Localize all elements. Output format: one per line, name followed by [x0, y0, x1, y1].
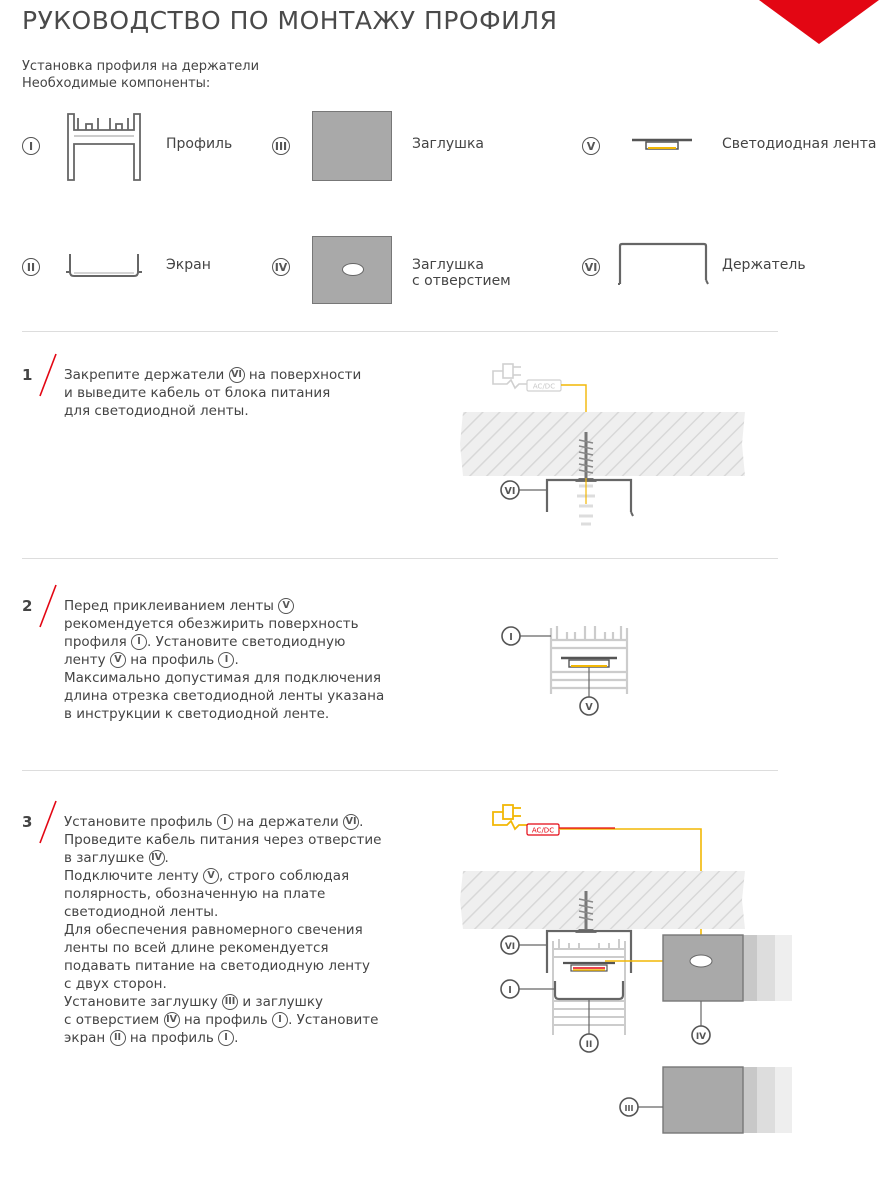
step-3-text-i: полярность, обозначенную на плате [64, 886, 326, 902]
step-1-slash [38, 352, 58, 398]
step-1-number: 1 [22, 366, 33, 384]
component-label-screen: Экран [166, 257, 211, 273]
step-3-text-v: . [234, 1030, 239, 1046]
step-3-text-u: на профиль [129, 1030, 214, 1046]
end-cap-with-hole-shape [663, 935, 743, 1001]
step-2-text-j: в инструкции к светодиодной ленте. [64, 706, 330, 722]
step-1-text-a: Закрепите держатели [64, 367, 225, 383]
divider-2 [22, 558, 778, 559]
component-label-end-cap-hole-line2: с отверстием [412, 273, 511, 289]
roman-ref-i: I [218, 1030, 234, 1046]
intro-line-2: Необходимые компоненты: [22, 76, 211, 91]
end-cap-icon [312, 111, 392, 181]
roman-ref-i: I [217, 814, 233, 830]
step-1-diagram [455, 354, 755, 539]
step-1-text [64, 366, 361, 420]
step-3-text-h: , строго соблюдая [219, 868, 350, 884]
page-title: РУКОВОДСТВО ПО МОНТАЖУ ПРОФИЛЯ [22, 6, 558, 35]
roman-ref-vi: VI [229, 367, 245, 383]
step-3-text-d: Проведите кабель питания через отверстие [64, 832, 382, 848]
end-cap-shape [663, 1067, 743, 1133]
step-3-text-t: экран [64, 1030, 106, 1046]
step-2-number: 2 [22, 597, 33, 615]
step-3-text-f: . [164, 850, 169, 866]
profile-icon [62, 110, 146, 182]
step-2-text-e: ленту [64, 652, 106, 668]
acdc-label: AC/DC [531, 826, 555, 835]
step-2-text-b: рекомендуется обезжирить поверхность [64, 616, 359, 632]
step-1-text-c: и выведите кабель от блока питания [64, 385, 331, 401]
roman-ref-i: I [131, 634, 147, 650]
step-2-text-d: . Установите светодиодную [147, 634, 346, 650]
step-3-text-c: . [359, 814, 364, 830]
intro-text [22, 58, 259, 92]
holder-icon [616, 240, 710, 286]
step-3-diagram-cap-hole-label: IV [695, 1032, 707, 1042]
step-3-text-s: . Установите [288, 1012, 379, 1028]
screen-icon [66, 250, 142, 280]
roman-ref-v: V [278, 598, 294, 614]
step-3-text-e: в заглушке [64, 850, 145, 866]
step-3-text-j: светодиодной ленты. [64, 904, 219, 920]
component-label-end-cap-hole [412, 257, 511, 289]
plug-icon [493, 805, 527, 829]
step-3-diagram-holder-label: VI [504, 942, 516, 952]
step-3-text-o: Установите заглушку [64, 994, 218, 1010]
step-1-text-b: на поверхности [248, 367, 362, 383]
ceiling-surface [460, 871, 745, 929]
intro-line-1: Установка профиля на держатели [22, 59, 260, 74]
ceiling-surface [460, 412, 745, 476]
led-strip-icon [632, 138, 692, 154]
roman-badge-iii: III [272, 137, 290, 155]
step-3-number: 3 [22, 813, 33, 831]
acdc-label: AC/DC [532, 382, 556, 391]
step-2-text-a: Перед приклеиванием ленты [64, 598, 274, 614]
component-label-end-cap-hole-line1: Заглушка [412, 257, 484, 273]
step-3-text-m: подавать питание на светодиодную ленту [64, 958, 370, 974]
step-3-diagram-cap-label: III [624, 1104, 634, 1113]
step-2-text [64, 597, 384, 723]
brand-corner-triangle [759, 0, 879, 46]
component-label-end-cap: Заглушка [412, 136, 484, 152]
hole-icon [342, 263, 364, 276]
step-2-text-f: на профиль [130, 652, 215, 668]
step-3-text-a: Установите профиль [64, 814, 213, 830]
step-2-text-g: . [234, 652, 239, 668]
step-1-diagram-holder-label: VI [504, 486, 516, 497]
step-2-diagram-profile-label: I [509, 632, 513, 643]
divider-3 [22, 770, 778, 771]
roman-ref-iv: IV [149, 850, 165, 866]
screen-shape [555, 981, 623, 999]
step-3-text-l: ленты по всей длине рекомендуется [64, 940, 329, 956]
roman-badge-v: V [582, 137, 600, 155]
component-label-holder: Держатель [722, 257, 806, 273]
step-3-text-k: Для обеспечения равномерного свечения [64, 922, 363, 938]
roman-badge-ii: II [22, 258, 40, 276]
step-2-slash [38, 583, 58, 629]
roman-ref-iv: IV [164, 1012, 180, 1028]
step-3-text-b: на держатели [237, 814, 339, 830]
step-3-slash [38, 799, 58, 845]
roman-ref-iii: III [222, 994, 238, 1010]
roman-ref-vi: VI [343, 814, 359, 830]
step-3-diagram-profile-label: I [508, 985, 512, 996]
step-2-diagram [495, 618, 635, 718]
step-3-text-r: на профиль [183, 1012, 268, 1028]
roman-ref-ii: II [110, 1030, 126, 1046]
step-2-text-c: профиля [64, 634, 127, 650]
roman-badge-i: I [22, 137, 40, 155]
step-3-text-p: и заглушку [242, 994, 324, 1010]
roman-ref-i: I [272, 1012, 288, 1028]
roman-badge-iv: IV [272, 258, 290, 276]
plug-icon [493, 364, 527, 388]
step-2-text-h: Максимально допустимая для подключения [64, 670, 381, 686]
step-3-text-g: Подключите ленту [64, 868, 199, 884]
roman-ref-i: I [218, 652, 234, 668]
component-label-led-strip: Светодиодная лента [722, 136, 877, 152]
step-3-text-n: с двух сторон. [64, 976, 167, 992]
step-2-text-i: длина отрезка светодиодной ленты указана [64, 688, 385, 704]
step-3-text-q: с отверстием [64, 1012, 160, 1028]
end-cap-with-hole-icon [312, 236, 392, 304]
step-1-text-d: для светодиодной ленты. [64, 403, 249, 419]
step-3-diagram [455, 795, 800, 1140]
step-2-diagram-strip-label: V [585, 702, 593, 713]
step-3-diagram-screen-label: II [585, 1040, 593, 1050]
divider-1 [22, 331, 778, 332]
roman-ref-v: V [203, 868, 219, 884]
roman-ref-v: V [110, 652, 126, 668]
roman-badge-vi: VI [582, 258, 600, 276]
step-3-text [64, 813, 381, 1047]
component-label-profile: Профиль [166, 136, 233, 152]
